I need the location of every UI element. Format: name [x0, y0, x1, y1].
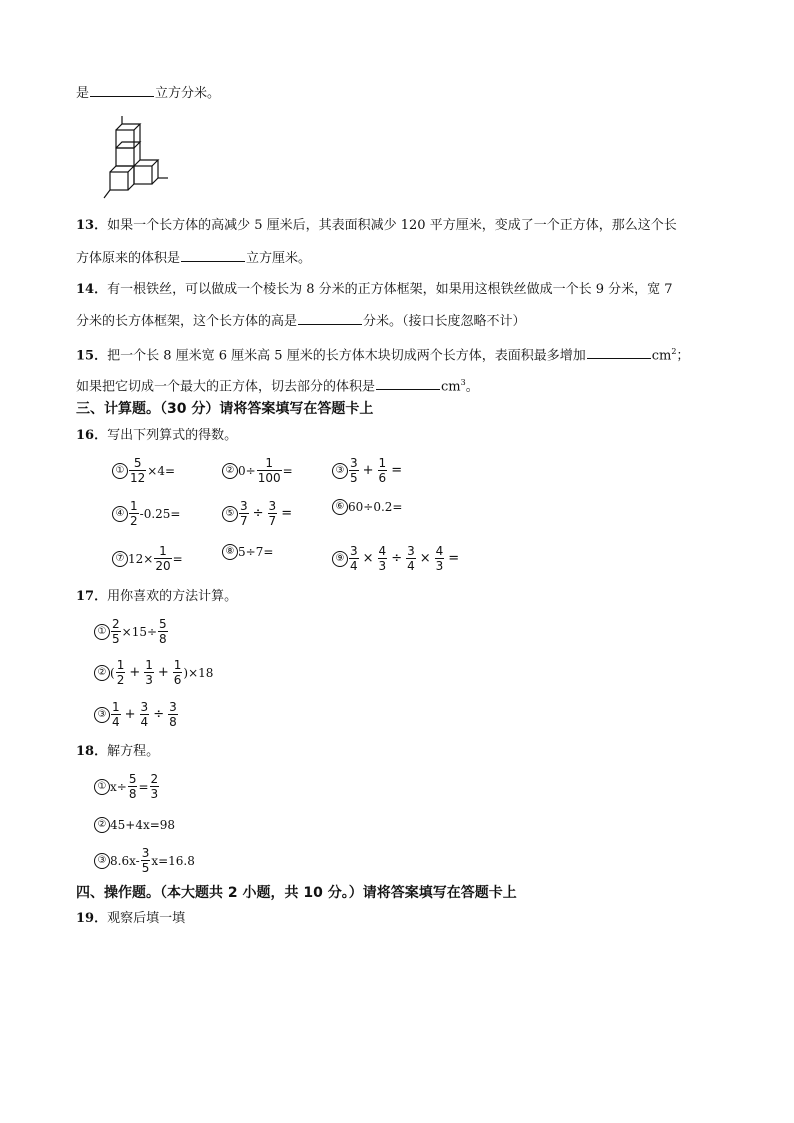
q18-item-2 — [94, 817, 175, 833]
mark-2: ② — [94, 817, 110, 833]
q16-number: 16． — [76, 428, 108, 443]
fraction: $\frac{5}{8}$ — [128, 772, 137, 801]
equals-sign: = — [448, 550, 460, 566]
q15-line2-suffix: 。 — [465, 379, 479, 395]
q15-line2-prefix: 如果把它切成一个最大的正方体，切去部分的体积是 — [76, 379, 376, 395]
mark-1: ① — [94, 624, 110, 640]
expr-text: 8.6x- — [110, 853, 140, 868]
fraction: $\frac{1}{6}$ — [378, 456, 387, 485]
q15-line1-prefix: 把一个长 8 厘米宽 6 厘米高 5 厘米的长方体木块切成两个长方体，表面积最多增加 — [107, 348, 586, 364]
question-16 — [76, 428, 237, 444]
mark-3: ③ — [94, 707, 110, 723]
q16-item-8 — [222, 544, 273, 560]
q15-sup2: 3 — [460, 378, 466, 387]
fraction: $\frac{1}{6}$ — [173, 658, 182, 687]
mark-9: ⑨ — [332, 551, 348, 567]
equals-sign: = — [391, 462, 403, 478]
plus-sign: + — [124, 706, 136, 722]
section-3-heading: 三、计算题。（30 分）请将答案填写在答题卡上 — [76, 401, 374, 417]
q13-line2 — [76, 249, 311, 267]
mark-1: ① — [94, 779, 110, 795]
expr-text: x=16.8 — [151, 853, 195, 868]
expr-text: ×4= — [147, 463, 176, 478]
q15-line2 — [76, 375, 479, 395]
fraction: $\frac{1}{100}$ — [257, 456, 281, 485]
fraction: $\frac{1}{2}$ — [130, 499, 138, 528]
plus-sign: + — [129, 664, 141, 680]
question-18 — [76, 744, 159, 760]
mark-2: ② — [94, 665, 110, 681]
fraction: $\frac{2}{3}$ — [150, 772, 159, 801]
fraction: $\frac{2}{5}$ — [112, 617, 120, 646]
mark-3: ③ — [94, 853, 110, 869]
times-sign: × — [362, 550, 374, 566]
q18-item-3 — [94, 846, 195, 875]
q14-number: 14． — [76, 282, 108, 297]
mark-4: ④ — [112, 506, 128, 522]
q16-item-4 — [112, 499, 180, 528]
q14-line1: 有一根铁丝，可以做成一个棱长为 8 分米的正方体框架，如果用这根铁丝做成一个长 9 分米，宽 7 — [107, 282, 673, 297]
q12-blank[interactable] — [90, 84, 154, 97]
expr-text: 12× — [128, 551, 154, 566]
q17-item-2 — [94, 658, 213, 687]
fraction: $\frac{3}{4}$ — [140, 700, 149, 729]
q14-line2 — [76, 312, 526, 330]
q14-blank[interactable] — [298, 312, 362, 325]
open-paren: ( — [110, 665, 115, 680]
fraction: $\frac{3}{4}$ — [407, 544, 415, 573]
fraction: $\frac{5}{12}$ — [130, 456, 146, 485]
q17-number: 17． — [76, 589, 108, 604]
fraction: $\frac{3}{7}$ — [240, 499, 248, 528]
expr-text: x÷ — [110, 779, 127, 794]
q16-item-6 — [332, 499, 402, 515]
divide-sign: ÷ — [391, 550, 403, 566]
mark-1: ① — [112, 463, 128, 479]
q16-text: 写出下列算式的得数。 — [107, 428, 238, 443]
fraction: $\frac{1}{20}$ — [155, 544, 171, 573]
fraction: $\frac{5}{8}$ — [159, 617, 167, 646]
fraction: $\frac{1}{2}$ — [116, 658, 125, 687]
fraction: $\frac{3}{4}$ — [350, 544, 358, 573]
question-14 — [76, 282, 673, 298]
question-15 — [76, 344, 689, 364]
mark-7: ⑦ — [112, 551, 128, 567]
q16-item-7 — [112, 544, 183, 573]
q15-number: 15． — [76, 348, 108, 364]
q17-text: 用你喜欢的方法计算。 — [107, 589, 238, 604]
q12-suffix: 立方分米。 — [155, 86, 221, 101]
divide-sign: ÷ — [153, 706, 165, 722]
mark-3: ③ — [332, 463, 348, 479]
q12-answer-line — [76, 84, 220, 102]
q13-blank[interactable] — [181, 249, 245, 262]
q15-line1-suffix: ； — [676, 348, 690, 364]
expr-text: = — [138, 779, 149, 794]
fraction: $\frac{1}{4}$ — [112, 700, 120, 729]
q16-item-2 — [222, 456, 293, 485]
mark-2: ② — [222, 463, 238, 479]
q18-text: 解方程。 — [107, 744, 160, 759]
q15-blank-1[interactable] — [587, 346, 651, 359]
expr-text: ×15÷ — [121, 624, 158, 639]
section-4-heading: 四、操作题。（本大题共 2 小题，共 10 分。）请将答案填写在答题卡上 — [76, 885, 517, 901]
q13-line2-suffix: 立方厘米。 — [246, 251, 312, 266]
fraction: $\frac{4}{3}$ — [435, 544, 444, 573]
fraction: $\frac{4}{3}$ — [378, 544, 387, 573]
q13-line2-prefix: 方体原来的体积是 — [76, 251, 181, 266]
q16-item-3 — [332, 456, 405, 485]
fraction: $\frac{3}{5}$ — [141, 846, 150, 875]
equals-sign: = — [281, 505, 293, 521]
question-19 — [76, 911, 185, 927]
expr-text: = — [172, 551, 183, 566]
q15-unit1: cm — [651, 348, 672, 364]
q13-number: 13． — [76, 218, 108, 233]
q12-prefix: 是 — [76, 86, 90, 101]
expr-text: = — [282, 463, 293, 478]
q13-line1: 如果一个长方体的高减少 5 厘米后，其表面积减少 120 平方厘米，变成了一个正方体，那么这个长 — [107, 218, 677, 233]
q15-blank-2[interactable] — [376, 377, 440, 390]
q14-line2-prefix: 分米的长方体框架，这个长方体的高是 — [76, 314, 298, 329]
q14-line2-suffix: 分米。（接口长度忽略不计） — [363, 314, 526, 329]
mark-5: ⑤ — [222, 506, 238, 522]
expr-text: 5÷7= — [238, 545, 274, 559]
q16-item-1 — [112, 456, 175, 485]
expr-text: 45+4x=98 — [110, 818, 176, 832]
divide-sign: ÷ — [252, 505, 264, 521]
times-sign: × — [419, 550, 431, 566]
q19-text: 观察后填一填 — [107, 911, 186, 926]
mark-8: ⑧ — [222, 544, 238, 560]
cube-stack-figure — [100, 116, 172, 200]
q15-sup1: 2 — [671, 347, 677, 356]
q19-number: 19． — [76, 911, 108, 926]
q18-number: 18． — [76, 744, 108, 759]
question-13 — [76, 218, 677, 234]
q18-item-1 — [94, 772, 160, 801]
q16-item-5 — [222, 499, 295, 528]
fraction: $\frac{1}{3}$ — [145, 658, 153, 687]
fraction: $\frac{3}{8}$ — [169, 700, 177, 729]
expr-text: 60÷0.2= — [348, 500, 403, 514]
plus-sign: + — [362, 462, 374, 478]
mark-6: ⑥ — [332, 499, 348, 515]
question-17 — [76, 589, 237, 605]
q15-unit2: cm — [441, 379, 461, 395]
fraction: $\frac{3}{5}$ — [350, 456, 358, 485]
q16-item-9 — [332, 544, 462, 573]
q17-item-1 — [94, 617, 169, 646]
fraction: $\frac{3}{7}$ — [268, 499, 277, 528]
plus-sign: + — [157, 664, 169, 680]
expr-text: )×18 — [183, 665, 214, 680]
expr-text: -0.25= — [139, 506, 181, 521]
q17-item-3 — [94, 700, 179, 729]
expr-text: 0÷ — [238, 463, 256, 478]
